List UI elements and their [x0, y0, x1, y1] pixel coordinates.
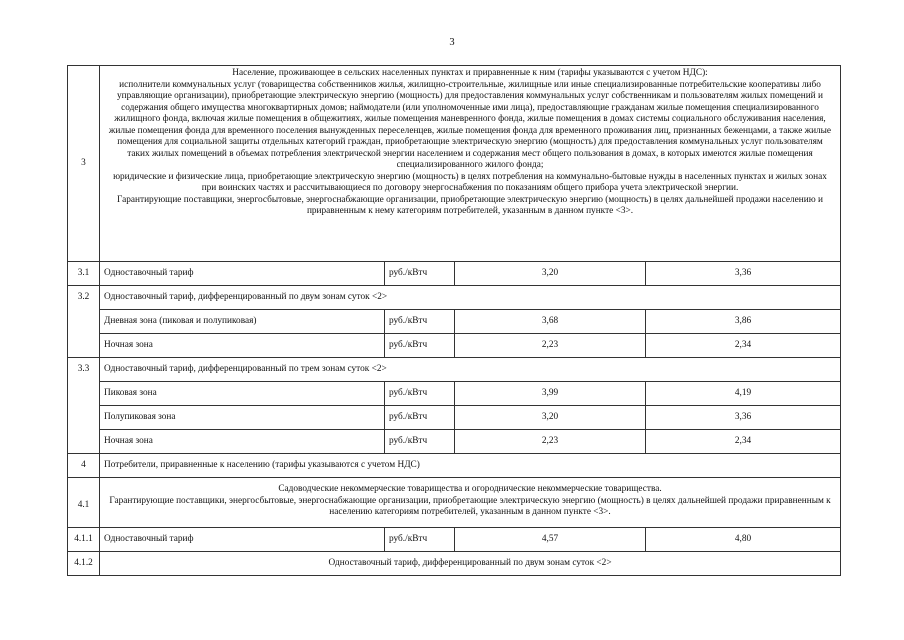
- unit-cell: руб./кВтч: [385, 334, 455, 358]
- row-number: 4.1.1: [68, 528, 100, 552]
- table-row: [68, 310, 841, 334]
- zone-label: Полупиковая зона: [100, 406, 385, 430]
- value-first-half: 2,23: [455, 334, 646, 358]
- section-3-line: юридические и физические лица, приобретающие электрическую энергию (мощность) в целях потребления на коммунально-бытовые нужды в населенных пунктах и жилых зонах при воинских частях и рассчитывающиеся по договору энергоснабжения по показаниям общего прибора учета электрической энергии.: [113, 171, 827, 193]
- tariff-label: Одноставочный тариф, дифференцированный по трем зонам суток <2>: [100, 358, 841, 382]
- page-number: 3: [449, 37, 455, 48]
- value-second-half: 3,36: [646, 262, 841, 286]
- unit-cell: руб./кВтч: [385, 430, 455, 454]
- table-row: [68, 262, 841, 286]
- section-3-line: Гарантирующие поставщики, энергосбытовые, энергоснабжающие организации, приобретающие электрическую энергию (мощность) в целях дальнейшей продажи населению и приравненным к нему категориям потребителей, указанным в данном пункте <3>.: [116, 194, 823, 216]
- row-number: 4: [68, 454, 100, 478]
- table-row: [68, 286, 841, 310]
- unit-cell: руб./кВтч: [385, 382, 455, 406]
- value-first-half: 3,20: [455, 262, 646, 286]
- value-first-half: 3,68: [455, 310, 646, 334]
- zone-label: Ночная зона: [100, 334, 385, 358]
- zone-label: Дневная зона (пиковая и полупиковая): [100, 310, 385, 334]
- value-first-half: 4,57: [455, 528, 646, 552]
- tariff-table: [67, 65, 841, 576]
- tariff-label: Одноставочный тариф, дифференцированный по двум зонам суток <2>: [100, 286, 841, 310]
- section-4-1-line: Гарантирующие поставщики, энергосбытовые, энергоснабжающие организации, приобретающие электрическую энергию (мощность) в целях дальнейшей продажи приравненным к населению категориям потребителей, указанным в данном пункте <3>.: [109, 495, 831, 517]
- section-4-1-description: [100, 478, 841, 528]
- tariff-label: Одноставочный тариф: [100, 528, 385, 552]
- unit-cell: руб./кВтч: [385, 528, 455, 552]
- row-number: 4.1.2: [68, 552, 100, 576]
- table-row: [68, 382, 841, 406]
- section-4-label: Потребители, приравненные к населению (тарифы указываются с учетом НДС): [100, 454, 841, 478]
- table-row: [68, 358, 841, 382]
- unit-cell: руб./кВтч: [385, 406, 455, 430]
- row-number: 3.1: [68, 262, 100, 286]
- section-3-line: Население, проживающее в сельских населенных пунктах и приравненные к ним (тарифы указываются с учетом НДС):: [232, 68, 708, 78]
- section-4-1-line: Садоводческие некоммерческие товарищества и огороднические некоммерческие товарищества.: [278, 484, 662, 494]
- table-row: [68, 552, 841, 576]
- section-3-line: исполнители коммунальных услуг (товарищества собственников жилья, жилищно-строительные, жилищные или иные специализированные потребительские кооперативы либо управляющие организации), приобретающие электрическую энергию (мощность) для предоставления коммунальных услуг собственникам и пользователям жилых помещений и содержания общего имущества многоквартирных домов; наймодатели (или уполномоченные ими лица), предоставляющие гражданам жилые помещения специализированного жилищного фонда, включая жилые помещения в общежитиях, жилые помещения маневренного фонда, жилые помещения в домах системы социального обслуживания населения, жилые помещения фонда для временного поселения вынужденных переселенцев, жилые помещения фонда для временного проживания лиц, признанных беженцами, а также жилые помещения для социальной защиты отдельных категорий граждан, приобретающие электрическую энергию (мощность) для предоставления коммунальных услуг пользователям таких жилых помещений в объемах потребления электрической энергии населением и содержания мест общего пользования в домах, в которых имеются жилые помещения специализированного жилого фонда;: [108, 79, 832, 170]
- unit-cell: руб./кВтч: [385, 262, 455, 286]
- value-second-half: 4,80: [646, 528, 841, 552]
- tariff-label: Одноставочный тариф, дифференцированный по двум зонам суток <2>: [100, 552, 841, 576]
- row-number: 4.1: [68, 478, 100, 528]
- row-number: 3.2: [68, 286, 100, 358]
- zone-label: Ночная зона: [100, 430, 385, 454]
- value-first-half: 3,99: [455, 382, 646, 406]
- table-row: [68, 454, 841, 478]
- table-row: [68, 334, 841, 358]
- value-second-half: 4,19: [646, 382, 841, 406]
- tariff-label: Одноставочный тариф: [100, 262, 385, 286]
- section-3-description: [100, 66, 841, 262]
- table-row: [68, 528, 841, 552]
- section-3-row: [68, 66, 841, 262]
- value-second-half: 3,86: [646, 310, 841, 334]
- value-second-half: 2,34: [646, 430, 841, 454]
- table-row: [68, 406, 841, 430]
- unit-cell: руб./кВтч: [385, 310, 455, 334]
- value-first-half: 2,23: [455, 430, 646, 454]
- value-second-half: 3,36: [646, 406, 841, 430]
- row-number: 3.3: [68, 358, 100, 454]
- zone-label: Пиковая зона: [100, 382, 385, 406]
- table-row: [68, 430, 841, 454]
- value-second-half: 2,34: [646, 334, 841, 358]
- value-first-half: 3,20: [455, 406, 646, 430]
- row-number: 3: [68, 66, 100, 262]
- section-4-1-row: [68, 478, 841, 528]
